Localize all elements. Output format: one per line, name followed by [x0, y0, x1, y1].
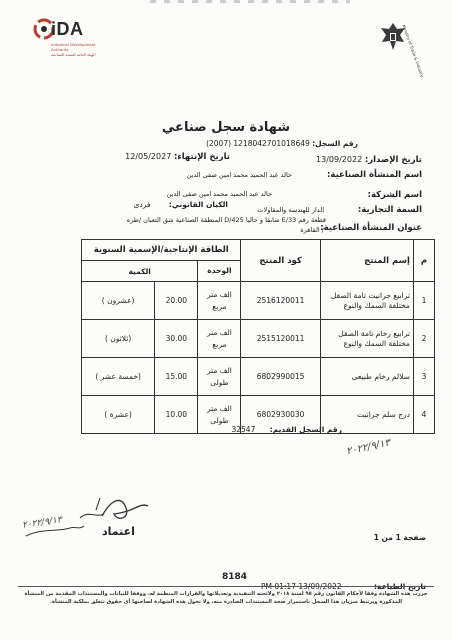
issue-date: 13/09/2022	[316, 155, 363, 164]
ministry-name: Ministry of Trade & Industry	[401, 24, 425, 78]
product-quantity: 10.00	[155, 396, 198, 434]
ida-logo-subtitle	[51, 42, 113, 57]
product-code: 2516120011	[241, 282, 320, 320]
expiry-date: 12/05/2027	[125, 152, 172, 161]
registry-number-label: رقم السجل:	[312, 139, 358, 148]
serial-number: 8184	[222, 572, 248, 582]
old-registry-label: رقم السجل القديم:	[269, 425, 342, 434]
product-unit: الف متر طولى	[198, 396, 241, 434]
approval-label: اعتماد	[102, 525, 135, 538]
ida-subtitle-en: Industrial Development Authority	[51, 42, 96, 52]
legal-entity-label: الكيان القانوني:	[168, 200, 228, 209]
col-number-header: م	[413, 240, 434, 282]
row-number: 3	[413, 358, 434, 396]
product-quantity-words: (ثلاثون )	[82, 320, 155, 358]
facility-name-label: اسم المنشأة الصناعية:	[327, 170, 422, 180]
product-quantity: 15.00	[155, 358, 198, 396]
facility-name: خالد عبد الحميد محمد امين صفى الدين	[186, 171, 292, 179]
product-code: 2515120011	[241, 320, 320, 358]
col-capacity-header: الطاقة الإنتاجية/الإسمية السنوية	[82, 240, 241, 261]
product-name: ترابيع رخام تامة الصقل مختلفة السمك والنوع	[320, 320, 413, 358]
ida-logo	[33, 18, 113, 66]
product-code: 6802990015	[241, 358, 320, 396]
ida-logo-text: iDA	[51, 19, 84, 39]
trade-name: الدار للهندسه والمقاولات	[257, 206, 324, 214]
product-quantity: 30.00	[155, 320, 198, 358]
legal-entity: فردى	[133, 200, 151, 209]
product-code: 6802930030	[241, 396, 320, 434]
ministry-logo	[376, 16, 436, 78]
signature-icon	[22, 488, 162, 538]
product-quantity-words: (عشرة )	[82, 396, 155, 434]
col-code-header: كود المنتج	[241, 240, 320, 282]
company-name-label: اسم الشركة:	[367, 190, 422, 200]
scan-edge-marks	[150, 0, 350, 3]
page-number: صفحة 1 من 1	[373, 533, 426, 542]
table-row	[82, 320, 435, 358]
row-number: 4	[413, 396, 434, 434]
table-row	[82, 358, 435, 396]
product-name: ترابيع جرانيت تامة الصقل مختلفة السمك والنوع	[320, 282, 413, 320]
col-quantity-header: الكمية	[82, 261, 198, 282]
old-registry-row	[231, 425, 342, 434]
col-unit-header: الوحدة	[198, 261, 241, 282]
handwritten-date: ٢٠٢٢/٩/١٣	[345, 437, 392, 458]
footer-legal-text: حررت هذه الشهادة وفقا لأحكام القانون رقم ٩٥ لسنة ٢٠١٨ ولائحته التنفيذية وتعديلاتها والقرارات المنظمة له، ووفقا للبيانات والمستندات المقدمة من المنشأة المذكورة ويرتبط سريان هذا السجل باستمرار صحة المستندات الصادرة منه، ولا تخول هذه الشهادة لصاحبها أى حقوق تتعلق بملكية المنشأة.	[24, 591, 428, 605]
expiry-date-label: تاريخ الإنتهاء:	[173, 152, 230, 162]
expiry-date-row	[125, 152, 230, 162]
address-line-2: / القاهرة	[300, 226, 324, 234]
issue-date-label: تاريخ الإصدار:	[364, 155, 422, 165]
row-number: 2	[413, 320, 434, 358]
footer-divider	[18, 586, 434, 587]
table-row	[82, 282, 435, 320]
handwritten-date-2: ٢٠٢٢/٩/١٣	[21, 515, 63, 531]
product-quantity-words: (عشرون )	[82, 282, 155, 320]
products-table	[81, 239, 435, 434]
address-line-1: قطعة رقم E/33 سابقا و حاليا D/425 المنطقة الصناعية شق الثعبان /طره	[126, 216, 326, 224]
row-number: 1	[413, 282, 434, 320]
col-product-header: إسم المنتج	[320, 240, 413, 282]
product-quantity-words: (خمسة عشر )	[82, 358, 155, 396]
old-registry: 32547	[231, 425, 256, 434]
product-unit: الف متر طولى	[198, 358, 241, 396]
certificate-title: شهادة سجل صناعي	[161, 120, 291, 135]
product-quantity: 20.00	[155, 282, 198, 320]
address-label: عنوان المنشأة الصناعية:	[320, 223, 422, 233]
legal-entity-row	[134, 200, 229, 209]
product-unit: الف متر مربع	[198, 320, 241, 358]
company-name: خالد عبد الحميد محمد امين صفى الدين	[166, 190, 272, 198]
product-name: سلالم رخام طبيعى	[320, 358, 413, 396]
trade-name-label: السمة التجارية:	[357, 205, 422, 215]
registry-number: 1218042701018649 (2007)	[206, 139, 310, 148]
ida-subtitle-ar: الهيئة العامة للتنمية الصناعية	[51, 52, 96, 57]
registry-number-row	[206, 139, 358, 148]
product-name: درج سلم جرانيت	[320, 396, 413, 434]
issue-date-row	[316, 155, 422, 165]
product-unit: الف متر مربع	[198, 282, 241, 320]
